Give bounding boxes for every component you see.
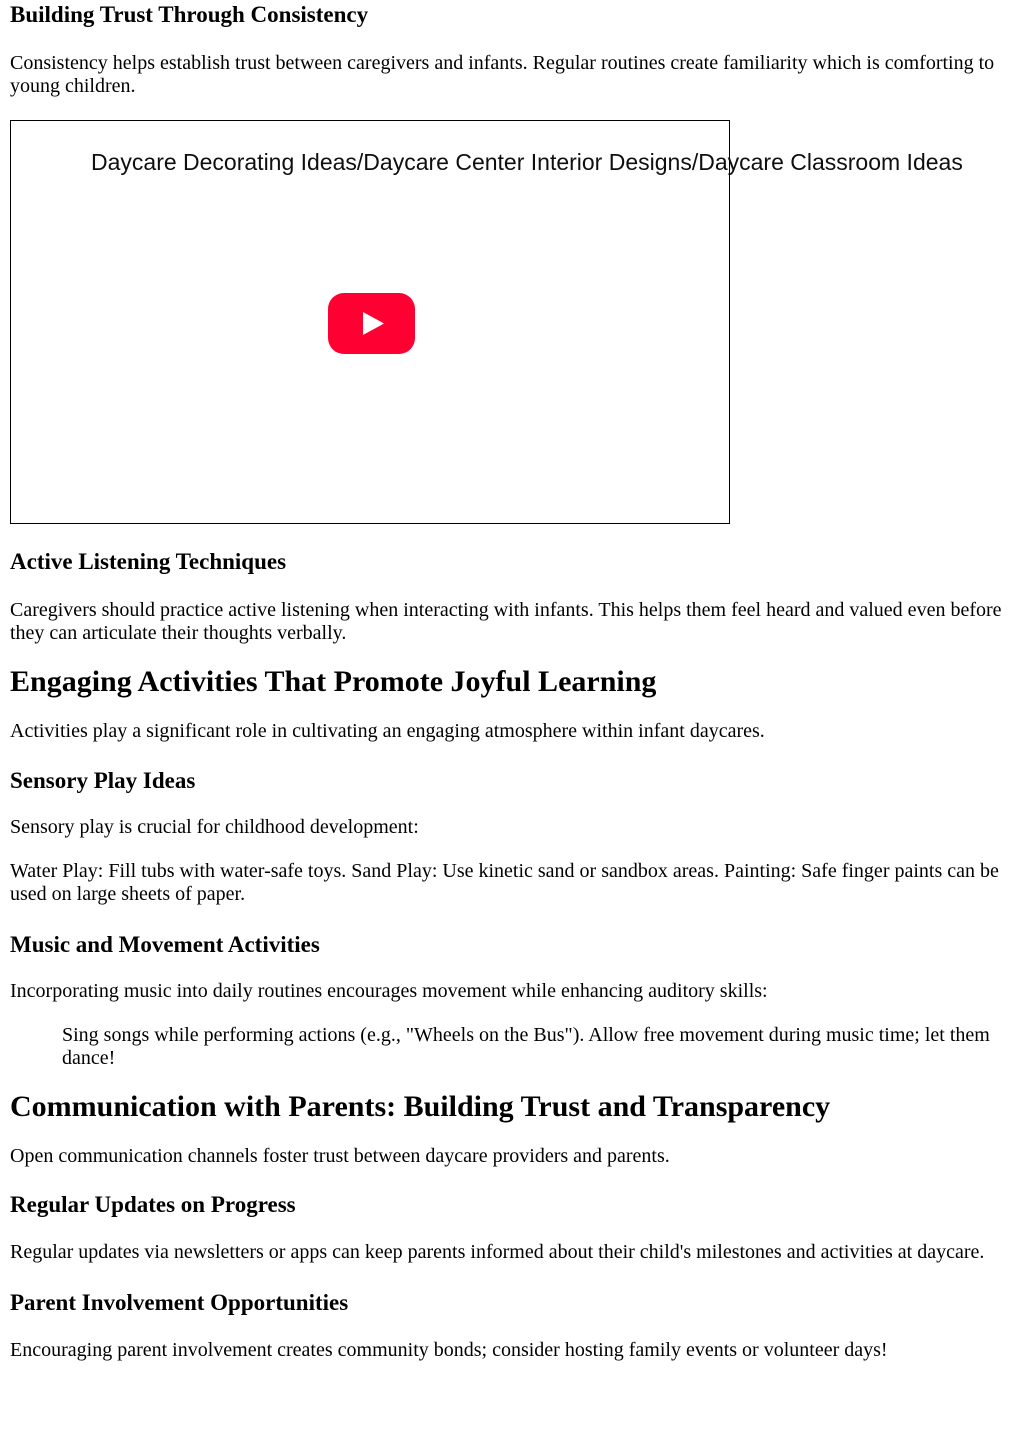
paragraph-sensory-intro: Sensory play is crucial for childhood development: bbox=[10, 816, 419, 838]
section-heading-activities: Engaging Activities That Promote Joyful Learning bbox=[10, 665, 657, 698]
section-heading-music: Music and Movement Activities bbox=[10, 932, 320, 957]
paragraph-activities: Activities play a significant role in cultivating an engaging atmosphere within infant daycares. bbox=[10, 720, 765, 742]
embedded-video[interactable] bbox=[10, 120, 963, 524]
paragraph-updates: Regular updates via newsletters or apps can keep parents informed about their child's milestones and activities at daycare. bbox=[10, 1241, 985, 1263]
paragraph-trust: Consistency helps establish trust between caregivers and infants. Regular routines create familiarity which is comforting to young children. bbox=[10, 52, 995, 97]
youtube-play-icon bbox=[328, 293, 415, 354]
section-heading-trust: Building Trust Through Consistency bbox=[10, 2, 369, 27]
section-heading-updates: Regular Updates on Progress bbox=[10, 1192, 296, 1217]
section-heading-sensory: Sensory Play Ideas bbox=[10, 768, 196, 793]
section-heading-involvement: Parent Involvement Opportunities bbox=[10, 1290, 349, 1315]
paragraph-sensory-list: Water Play: Fill tubs with water-safe toys. Sand Play: Use kinetic sand or sandbox areas. Painting: Safe finger paints can be used on large sheets of paper. bbox=[10, 860, 999, 905]
paragraph-listening: Caregivers should practice active listening when interacting with infants. This helps them feel heard and valued even before they can articulate their thoughts verbally. bbox=[10, 599, 1002, 644]
paragraph-music-intro: Incorporating music into daily routines encourages movement while enhancing auditory skills: bbox=[10, 980, 768, 1002]
video-play-button[interactable] bbox=[328, 293, 415, 354]
video-title[interactable]: Daycare Decorating Ideas/Daycare Center Interior Designs/Daycare Classroom Ideas bbox=[91, 149, 963, 175]
paragraph-involvement: Encouraging parent involvement creates community bonds; consider hosting family events or volunteer days! bbox=[10, 1339, 888, 1361]
section-heading-parents: Communication with Parents: Building Trust and Transparency bbox=[10, 1090, 831, 1123]
paragraph-parents: Open communication channels foster trust between daycare providers and parents. bbox=[10, 1145, 670, 1167]
section-heading-listening: Active Listening Techniques bbox=[10, 549, 287, 574]
blockquote-music: Sing songs while performing actions (e.g., "Wheels on the Bus"). Allow free movement during music time; let them dance! bbox=[62, 1024, 990, 1069]
